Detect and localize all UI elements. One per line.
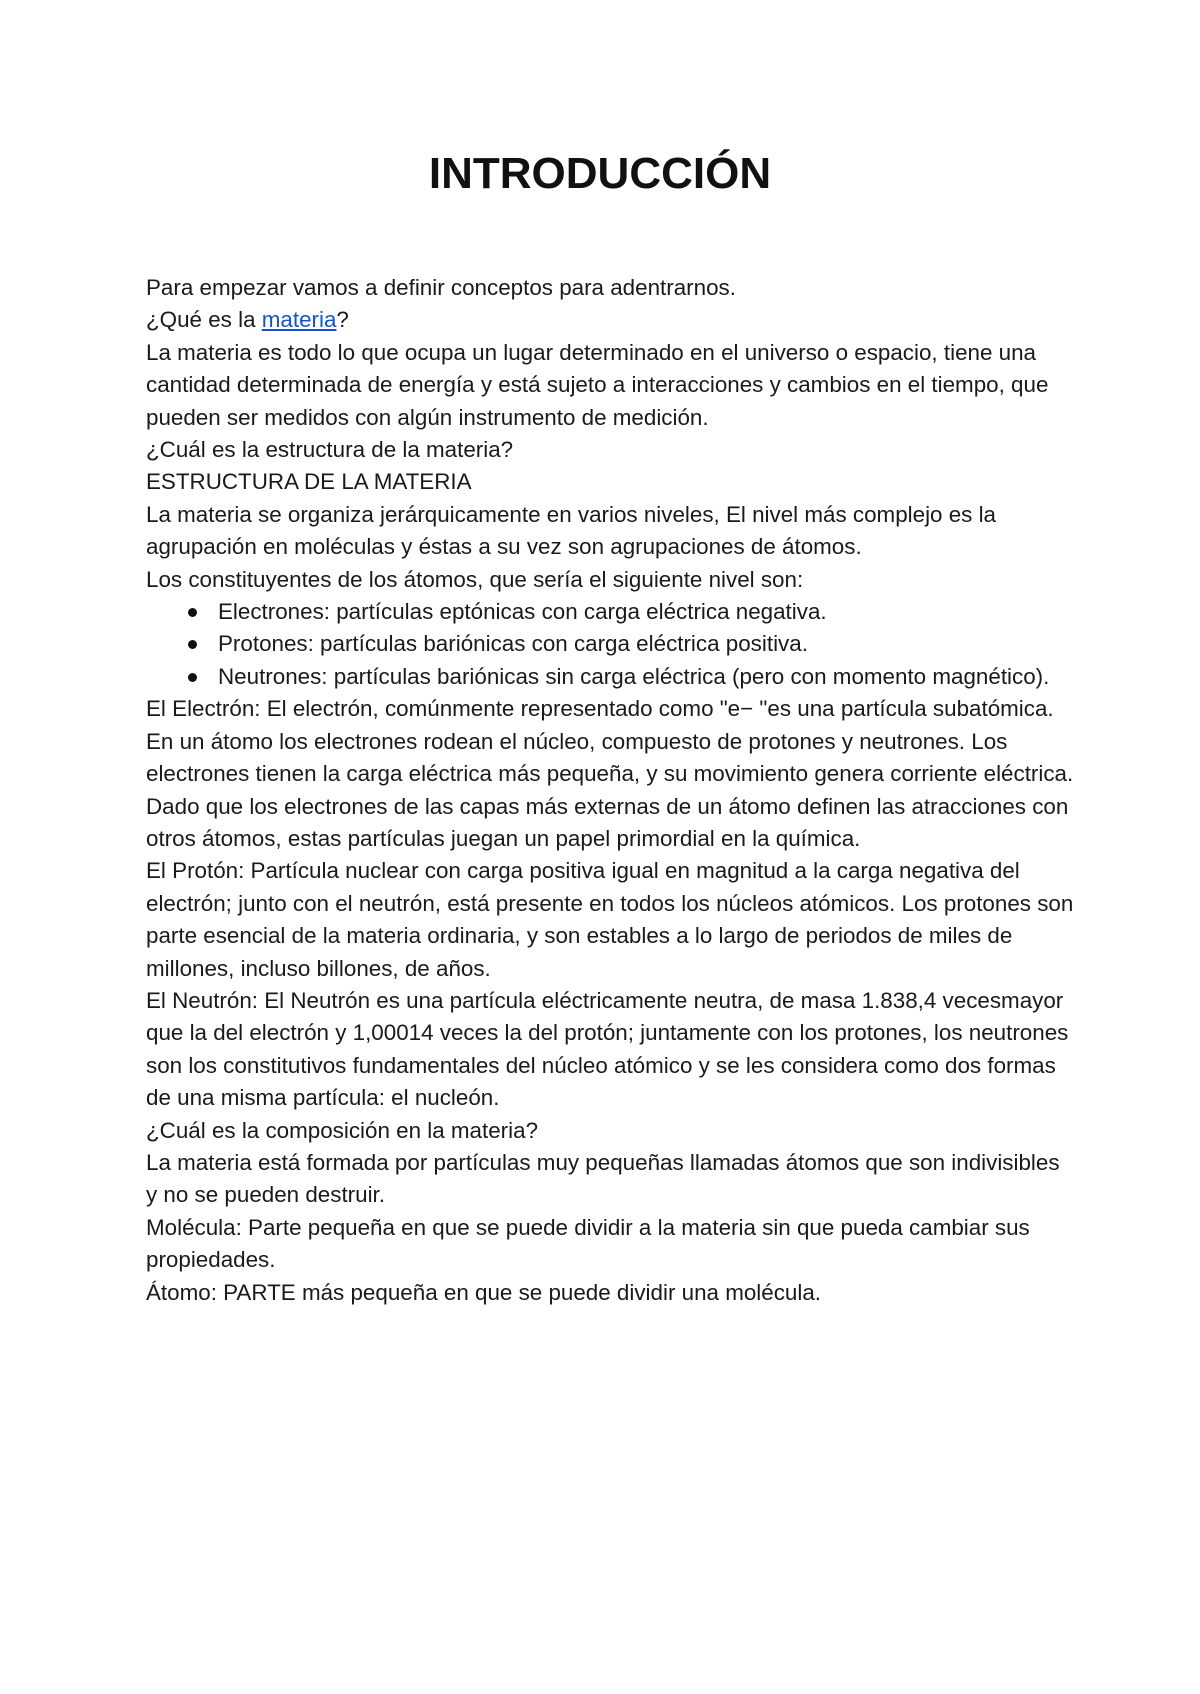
bullet-icon xyxy=(188,640,197,649)
question-structure: ¿Cuál es la estructura de la materia? xyxy=(146,437,514,463)
list-item-text: Protones: partículas bariónicas con carga eléctrica positiva. xyxy=(218,631,808,657)
list-item xyxy=(218,596,1076,628)
molecule-definition: Molécula: Parte pequeña en que se puede dividir a la materia sin que pueda cambiar sus propiedades. xyxy=(146,1214,1030,1273)
bullet-icon xyxy=(188,608,197,617)
constituents-list xyxy=(146,596,1076,693)
intro-paragraph: Para empezar vamos a definir conceptos para adentrarnos. xyxy=(146,275,736,300)
list-item-text: Electrones: partículas eptónicas con carga eléctrica negativa. xyxy=(218,599,827,625)
materia-link[interactable]: materia xyxy=(261,307,337,333)
question-suffix: ? xyxy=(336,307,349,333)
question-what-is-matter xyxy=(146,304,1076,336)
page-title: INTRODUCCIÓN xyxy=(428,149,772,198)
list-item xyxy=(218,628,1076,660)
question-prefix: ¿Qué es la xyxy=(146,307,262,333)
proton-paragraph: El Protón: Partícula nuclear con carga positiva igual en magnitud a la carga negativa del electrón; junto con el neutrón, está presente en todos los núcleos atómicos. Los protones son parte esencial de la materia ordinaria, y son estables a lo largo de periodos de miles de millones, incluso billones, de años. xyxy=(146,858,1074,981)
atom-definition: Átomo: PARTE más pequeña en que se puede dividir una molécula. xyxy=(146,1279,822,1305)
list-item-text: Neutrones: partículas bariónicas sin carga eléctrica (pero con momento magnético). xyxy=(218,663,1050,689)
matter-definition-paragraph: La materia es todo lo que ocupa un lugar determinado en el universo o espacio, tiene una cantidad determinada de energía y está sujeto a interacciones y cambios en el tiempo, que pueden ser medidos con algún instrumento de medición. xyxy=(146,339,1049,430)
structure-heading: ESTRUCTURA DE LA MATERIA xyxy=(146,469,472,495)
list-item xyxy=(218,661,1076,693)
bullet-icon xyxy=(188,673,197,682)
composition-paragraph: La materia está formada por partículas muy pequeñas llamadas átomos que son indivisibles y no se pueden destruir. xyxy=(146,1149,1060,1208)
question-composition: ¿Cuál es la composición en la materia? xyxy=(146,1117,539,1143)
constituents-intro: Los constituyentes de los átomos, que sería el siguiente nivel son: xyxy=(146,566,804,592)
document-body xyxy=(146,272,1076,1309)
electron-paragraph: El Electrón: El electrón, comúnmente representado como "e− "es una partícula subatómica. En un átomo los electrones rodean el núcleo, compuesto de protones y neutrones. Los electrones tienen la carga eléctrica más pequeña, y su movimiento genera corriente eléctrica. Dado que los electrones de las capas más externas de un átomo definen las atracciones con otros átomos, estas partículas juegan un papel primordial en la química. xyxy=(146,696,1074,851)
structure-paragraph: La materia se organiza jerárquicamente en varios niveles, El nivel más complejo es la agrupación en moléculas y éstas a su vez son agrupaciones de átomos. xyxy=(146,501,997,560)
neutron-paragraph: El Neutrón: El Neutrón es una partícula eléctricamente neutra, de masa 1.838,4 vecesmayor que la del electrón y 1,00014 veces la del protón; juntamente con los protones, los neutrones son los constitutivos fundamentales del núcleo atómico y se les considera como dos formas de una misma partícula: el nucleón. xyxy=(146,987,1069,1111)
